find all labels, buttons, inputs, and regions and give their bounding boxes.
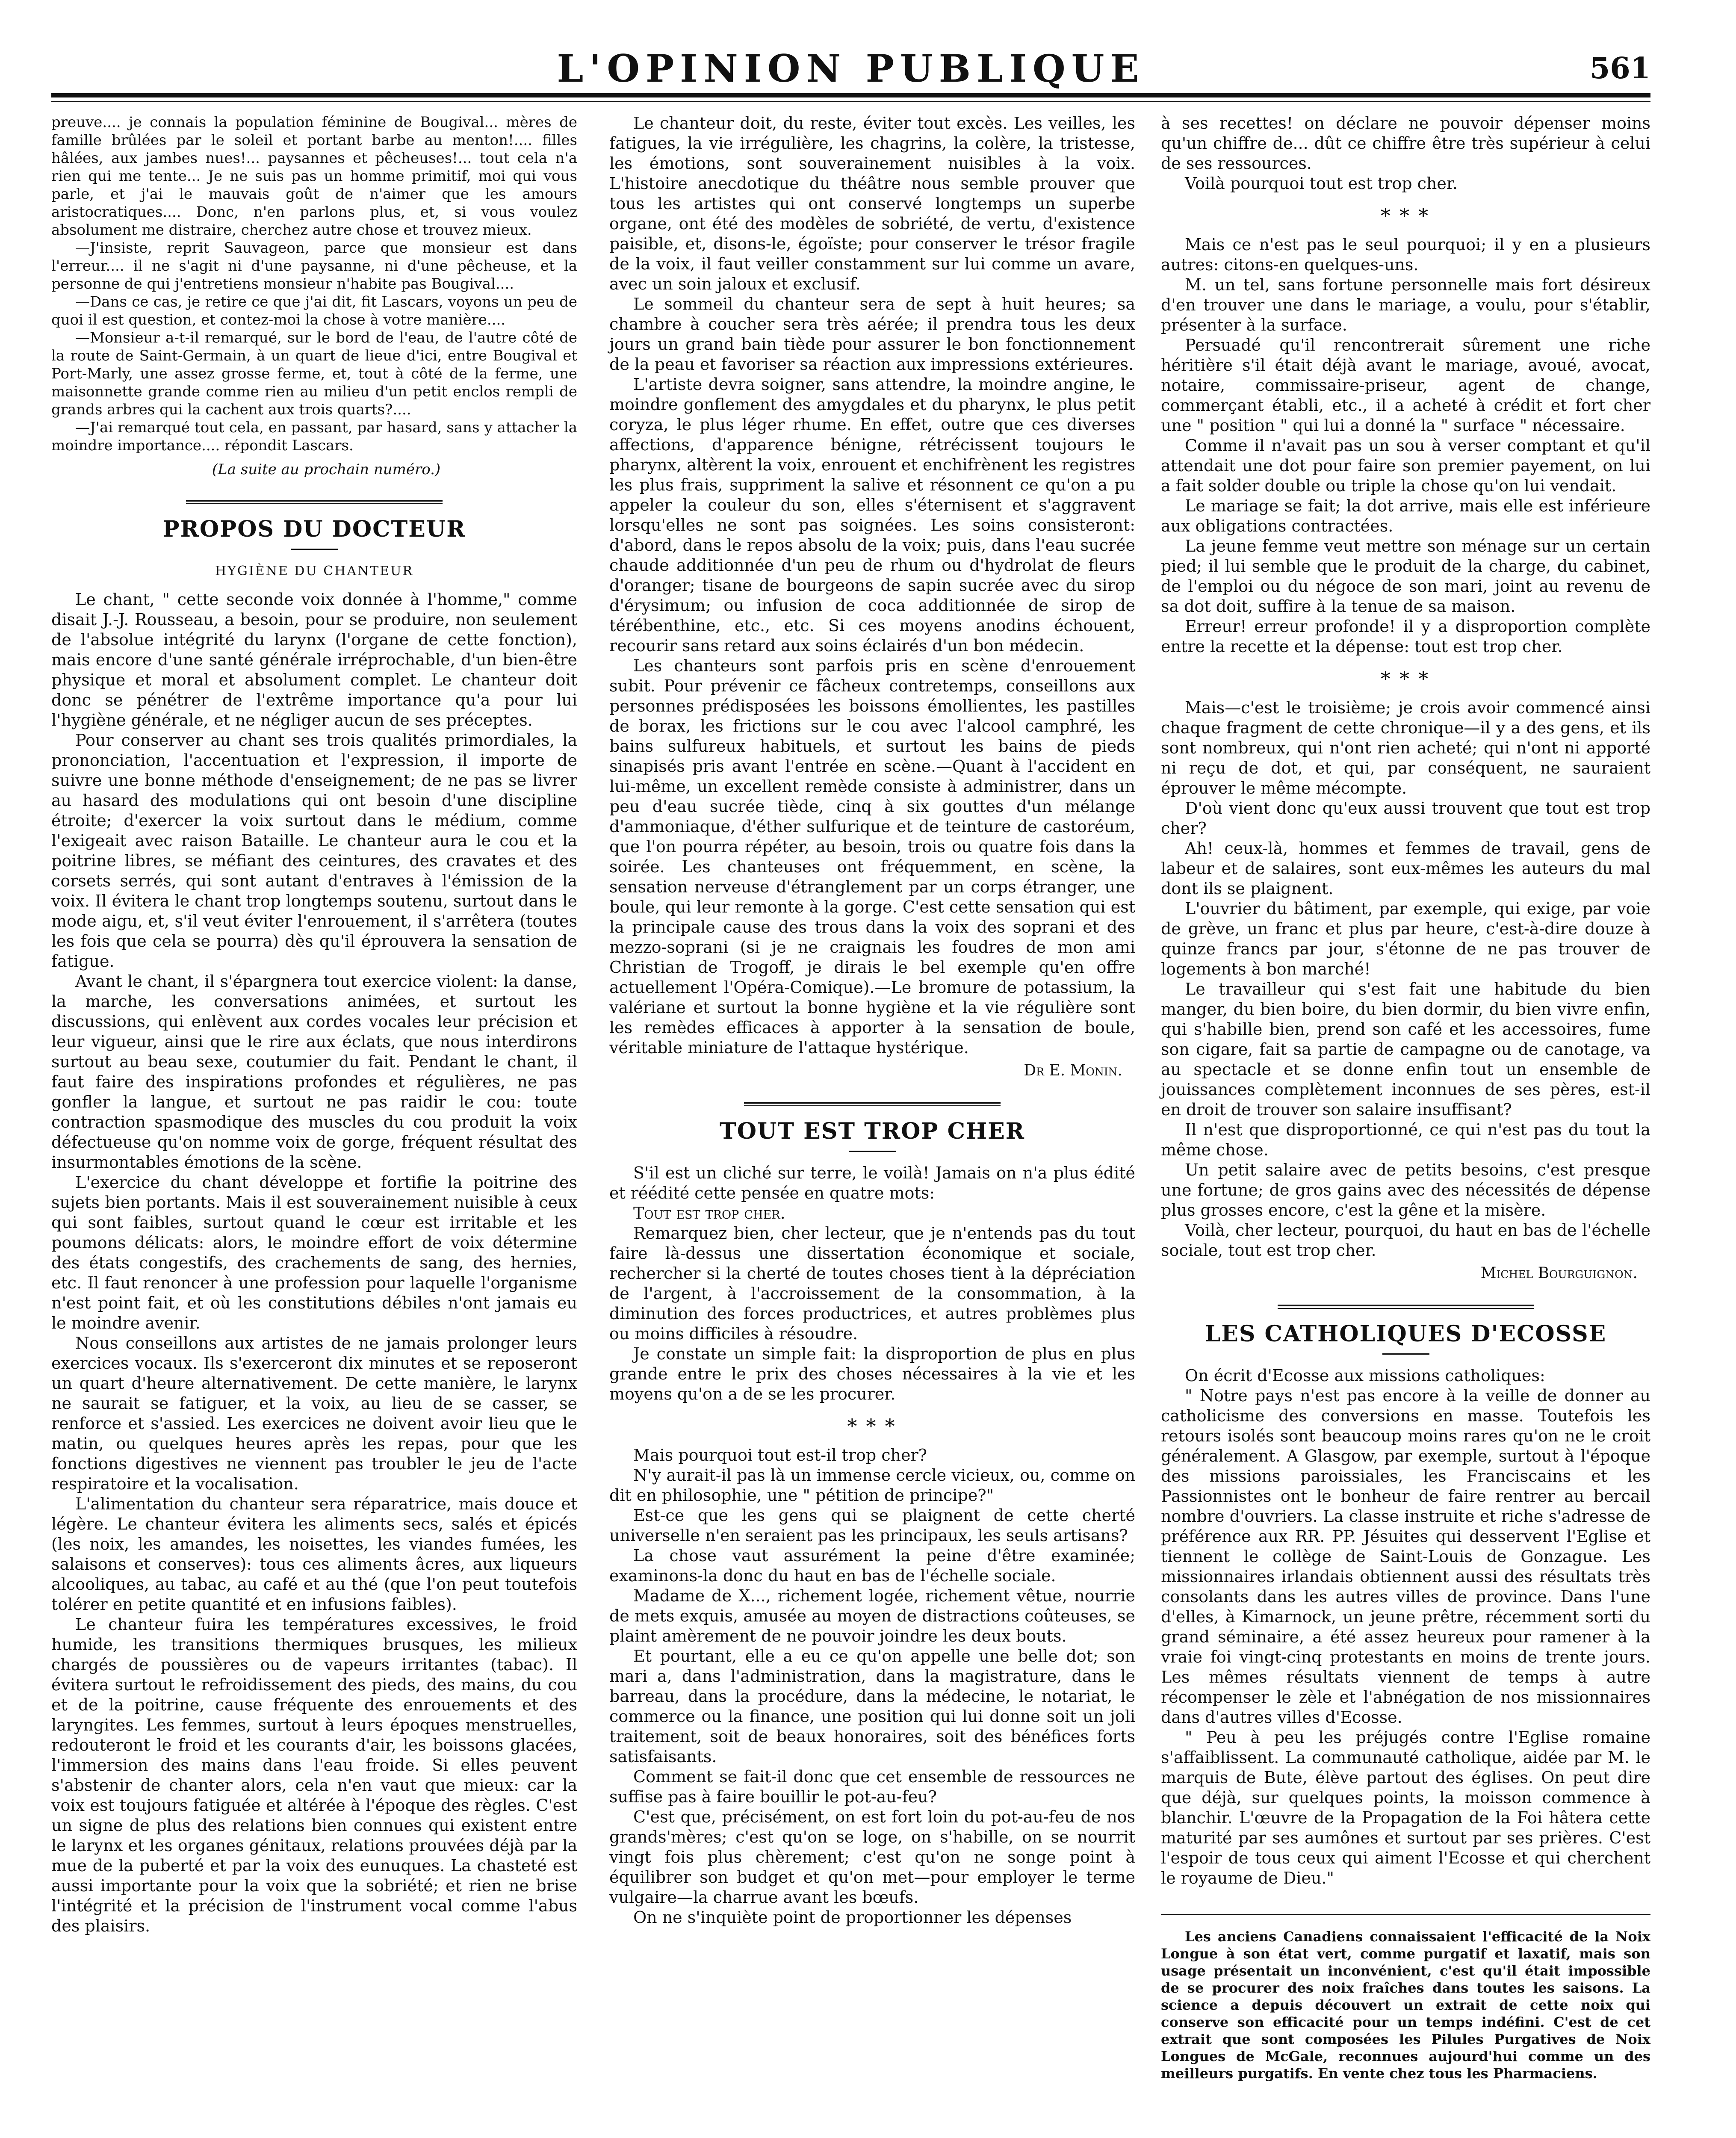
paragraph: Le mariage se fait; la dot arrive, mais elle est inférieure aux obligations contractées. xyxy=(1161,496,1650,535)
paragraph: Mais pourquoi tout est-il trop cher? xyxy=(633,1446,927,1465)
asterism: * * * xyxy=(1380,204,1431,227)
paragraph: Un petit salaire avec de petits besoins, c'est presque une fortune; de gros gains avec des nécessités de dépense plus grosses encore, c'est la gêne et la misère. xyxy=(1161,1161,1650,1220)
advertisement-noix-longue xyxy=(1161,1914,1650,2082)
paragraph: Madame de X..., richement logée, richement vêtue, nourrie de mets exquis, amusée au moyen de distractions coûteuses, se plaint amèrement de ne pouvoir joindre les deux bouts. xyxy=(609,1586,1135,1645)
paragraph: L'alimentation du chanteur sera réparatrice, mais douce et légère. Le chanteur évitera les aliments secs, salés et épicés (les noix, les amandes, les noisettes, les viandes fumées, les salaisons et conserves): tous ces aliments âcres, aux liqueurs alcooliques, au tabac, au café et au thé (que l'on peut toutefois tolérer en petite quantité et en infusions faibles). xyxy=(51,1494,577,1614)
paragraph: —J'insiste, reprit Sauvageon, parce que monsieur est dans l'erreur.... il ne s'agit ni d'une paysanne, ni d'une pêcheuse, et la personne de qui j'entretiens monsieur n'habite pas Bougival.... xyxy=(51,239,577,292)
paragraph: " Peu à peu les préjugés contre l'Eglise romaine s'affaiblissent. La communauté catholique, aidée par M. le marquis de Bute, élève partout des églises. On peut dire que déjà, sur quelques points, la moisson commence à blanchir. L'œuvre de la Propagation de la Foi hâtera cette maturité par ses aumônes et surtout par ses prières. C'est l'espoir de tous ceux qui aiment l'Ecosse et qui cherchent le royaume de Dieu." xyxy=(1161,1728,1650,1887)
paragraph: Il n'est que disproportionné, ce qui n'est pas du tout la même chose. xyxy=(1161,1120,1650,1159)
signature-bourguignon: Michel Bourguignon. xyxy=(1480,1264,1638,1282)
paragraph: C'est que, précisément, on est fort loin du pot-au-feu de nos grands'mères; c'est qu'on se loge, on s'habille, on se nourrit vingt fois plus chèrement; c'est qu'on ne songe point à équilibrer son budget et qu'on met—pour employer le terme vulgaire—la charrue avant les bœufs. xyxy=(609,1807,1135,1907)
column-1 xyxy=(51,113,577,1936)
paragraph: S'il est un cliché sur terre, le voilà! Jamais on n'a plus édité et réédité cette pensée en quatre mots: xyxy=(609,1163,1135,1202)
paragraph: Avant le chant, il s'épargnera tout exercice violent: la danse, la marche, les conversations animées, et surtout les discussions, qui enlèvent aux cordes vocales leur précision et leur vigueur, ainsi que le rire aux éclats, que nous interdirons surtout au beau sexe, coutumier du fait. Pendant le chant, il faut faire des inspirations profondes et régulières, ne pas gonfler la langue, et surtout ne pas raidir le cou: toute contraction spasmodique des muscles du cou produit la voix défectueuse qu'on nomme voix de gorge, fréquent résultat des insurmontables émotions de la scène. xyxy=(51,972,577,1172)
section-title-tout-est-trop-cher: TOUT EST TROP CHER xyxy=(720,1118,1025,1144)
paragraph: Remarquez bien, cher lecteur, que je n'entends pas du tout faire là-dessus une dissertation économique et sociale, rechercher si la cherté de toutes choses tient à la dépréciation de l'argent, à l'accroissement de la consommation, à la diminution des forces productrices, et autres problèmes plus ou moins difficiles à résoudre. xyxy=(609,1224,1135,1343)
paragraph: Le travailleur qui s'est fait une habitude du bien manger, du bien boire, du bien dormir, du bien vivre enfin, qui s'habille bien, prend son café et les accessoires, fume son cigare, fait sa partie de campagne ou de canotage, va au spectacle et se donne enfin tout un ensemble de jouissances complètement inconnues de ses pères, est-il en droit de trouver son salaire insuffisant? xyxy=(1161,980,1650,1119)
paragraph: Mais ce n'est pas le seul pourquoi; il y en a plusieurs autres: citons-en quelques-uns. xyxy=(1161,235,1650,274)
section-subtitle: HYGIÈNE DU CHANTEUR xyxy=(215,564,414,579)
paragraph: On écrit d'Ecosse aux missions catholiques: xyxy=(1185,1366,1545,1385)
short-rule xyxy=(1382,1353,1429,1355)
paragraph: à ses recettes! on déclare ne pouvoir dépenser moins qu'un chiffre de... dût ce chiffre être très supérieur à celui de ses ressources. xyxy=(1161,114,1650,173)
section-divider xyxy=(1278,1305,1534,1309)
section-divider xyxy=(186,500,443,504)
paragraph: Pour conserver au chant ses trois qualités primordiales, la prononciation, l'accentuation et l'expression, il importe de suivre une bonne méthode d'enseignement; de ne pas se livrer au hasard des modulations qui ont besoin d'une discipline étroite; d'exercer la voix surtout dans le médium, comme l'exigeait avec raison Bataille. Le chanteur aura le cou et la poitrine libres, se méfiant des ceintures, des cravates et des corsets serrés, qui sont autant d'entraves à l'émission de la voix. Il évitera le chant trop longtemps soutenu, surtout dans le mode aigu, et, s'il veut éviter l'enrouement, il s'arrêtera (toutes les fois que cela se pourra) dès qu'il éprouvera la sensation de fatigue. xyxy=(51,731,577,971)
paragraph: Je constate un simple fait: la disproportion de plus en plus grande entre le prix des choses nécessaires à la vie et les moyens qu'on a de se les procurer. xyxy=(609,1344,1135,1403)
paragraph: —Monsieur a-t-il remarqué, sur le bord de l'eau, de l'autre côté de la route de Saint-Germain, à un quart de lieue d'ici, entre Bougival et Port-Marly, une assez grosse ferme, et, tout à côté de la ferme, une maisonnette grande comme rien au milieu d'un petit enclos rempli de grands arbres qui la cachent aux trois quarts?.... xyxy=(51,329,577,418)
short-rule xyxy=(291,549,338,550)
to-be-continued: (La suite au prochain numéro.) xyxy=(212,461,441,478)
advertisement-text: Les anciens Canadiens connaissaient l'efficacité de la Noix Longue à son état vert, comme purgatif et laxatif, mais son usage présentait un inconvénient, c'est qu'il était impossible de se procurer des noix fraîches dans toutes les saisons. La science a depuis découvert un extrait de cette noix qui conserve son efficacité pour un temps indéfini. C'est de cet extrait que sont composées les Pilules Purgatives de Noix Longues de McGale, reconnues aujourd'hui comme un des meilleurs purgatifs. En vente chez tous les Pharmaciens. xyxy=(1161,1928,1650,2082)
paragraph: L'artiste devra soigner, sans attendre, la moindre angine, le moindre gonflement des amygdales et du pharynx, le plus petit coryza, le plus léger rhume. En effet, outre que ces diverses affections, d'apparence bénigne, rétrécissent toujours le pharynx, altèrent la voix, enrouent et enchifrènent les registres les plus frais, suppriment la salive et résonnent ce qu'on a pu appeler la couleur du son, elles s'éternisent et s'aggravent lorsqu'elles ne sont pas soignées. Les soins consisteront: d'abord, dans le repos absolu de la voix; puis, dans l'eau sucrée chaude additionnée d'un peu de rhum ou d'hydrolat de fleurs d'oranger; tisane de bourgeons de sapin sucrée avec du sirop d'érysimum; ou infusion de coca additionnée de sirop de térébenthine, etc., etc. Si ces moyens anodins échouent, recourir sans retard aux soins éclairés d'un bon médecin. xyxy=(609,375,1135,655)
header-rule-thin xyxy=(51,101,1650,102)
masthead xyxy=(51,45,1650,92)
paragraph: —Dans ce cas, je retire ce que j'ai dit, fit Lascars, voyons un peu de quoi il est question, et contez-moi la chose à votre manière.... xyxy=(51,293,577,328)
column-2 xyxy=(609,113,1135,1928)
paragraph: N'y aurait-il pas là un immense cercle vicieux, ou, comme on dit en philosophie, une " pétition de principe?" xyxy=(609,1466,1135,1505)
paragraph: L'exercice du chant développe et fortifie la poitrine des sujets bien portants. Mais il est souverainement nuisible à ceux qui sont faibles, surtout quand le cœur est irritable et les poumons délicats: alors, le moindre effort de voix détermine des états congestifs, des crachements de sang, des hernies, etc. Il faut renoncer à une profession pour laquelle l'organisme n'est point fait, et où les constitutions débiles n'ont jamais eu le moindre avenir. xyxy=(51,1173,577,1332)
asterism: * * * xyxy=(847,1415,898,1438)
paragraph: Comme il n'avait pas un sou à verser comptant et qu'il attendait une dot pour faire son premier payement, on lui a fait solder double ou triple la chose qu'on lui vendait. xyxy=(1161,436,1650,495)
short-rule xyxy=(849,1151,896,1152)
section-divider xyxy=(744,1102,1001,1106)
serial-continuation xyxy=(51,113,577,478)
paragraph: L'ouvrier du bâtiment, par exemple, qui exige, par voie de grève, un franc et plus par heure, c'est-à-dire douze à quinze francs par jour, s'étonne de ne pas trouver de logements à bon marché! xyxy=(1161,899,1650,978)
section-title-propos-du-docteur: PROPOS DU DOCTEUR xyxy=(162,516,466,542)
paragraph: Les chanteurs sont parfois pris en scène d'enrouement subit. Pour prévenir ce fâcheux contretemps, conseillons aux personnes prédisposées les boissons émollientes, les pastilles de borax, les frictions sur le cou avec l'alcool camphré, les bains sulfureux habituels, et surtout les bains de pieds sinapisés pris avant l'entrée en scène.—Quant à l'accident en lui-même, un excellent remède consiste à administrer, dans un peu d'eau sucrée tiède, cinq à six gouttes d'un mélange d'ammoniaque, d'éther sulfurique et de teinture de castoréum, que l'on pourra répéter, au besoin, trois ou quatre fois dans la soirée. Les chanteuses ont fréquemment, en scène, la sensation nerveuse d'étranglement par un corps étranger, une boule, qui leur remonte à la gorge. C'est cette sensation qui est la principale cause des trous dans la voix des soprani et des mezzo-soprani (si je ne craignais les foudres de mon ami Christian de Trogoff, je dirais le bel exemple qu'en offre actuellement l'Opéra-Comique).—Le bromure de potassium, la valériane et surtout la bonne hygiène et la vie régulière sont les remèdes efficaces à apporter à la sensation de boule, véritable miniature de l'attaque hystérique. xyxy=(609,656,1135,1057)
paragraph: D'où vient donc qu'eux aussi trouvent que tout est trop cher? xyxy=(1161,799,1650,838)
header-rule xyxy=(51,93,1650,97)
paragraph: Le chanteur doit, du reste, éviter tout excès. Les veilles, les fatigues, la vie irrégulière, les chagrins, la colère, la tristesse, les émotions, sont souverainement nuisibles à la voix. L'histoire anecdotique du théâtre nous semble prouver que tous les artistes qui ont conservé longtemps un superbe organe, ont été des modèles de sobriété, de vertu, d'existence paisible, et, disons-le, égoïste; pour conserver le trésor fragile de la voix, il faut veiller constamment sur lui comme un avare, avec un soin jaloux et exclusif. xyxy=(609,114,1135,293)
paragraph: Comment se fait-il donc que cet ensemble de ressources ne suffise pas à faire bouillir le pot-au-feu? xyxy=(609,1767,1135,1806)
column-3 xyxy=(1161,113,1650,2082)
paragraph: La jeune femme veut mettre son ménage sur un certain pied; il lui semble que le produit de la charge, du cabinet, de l'emploi ou du négoce de son mari, joint au revenu de sa dot doit, suffire à la tenue de sa maison. xyxy=(1161,537,1650,616)
paragraph: Le chant, " cette seconde voix donnée à l'homme," comme disait J.-J. Rousseau, a besoin, pour se produire, non seulement de l'absolue intégrité du larynx (l'organe de cette fonction), mais encore d'une santé générale irréprochable, d'un bien-être physique et moral et absolument complet. Le chanteur doit donc se pénétrer de l'extrême importance qu'a pour lui l'hygiène générale, et ne négliger aucun de ses préceptes. xyxy=(51,590,577,729)
page-number: 561 xyxy=(1590,51,1650,86)
section-title-catholiques-ecosse: LES CATHOLIQUES D'ECOSSE xyxy=(1205,1321,1607,1347)
paragraph: La chose vaut assurément la peine d'être examinée; examinons-la donc du haut en bas de l'échelle sociale. xyxy=(609,1546,1135,1585)
paragraph: —J'ai remarqué tout cela, en passant, par hasard, sans y attacher la moindre importance.... répondit Lascars. xyxy=(51,419,577,454)
paragraph: " Notre pays n'est pas encore à la veille de donner au catholicisme des conversions en masse. Toutefois les retours isolés sont beaucoup moins rares qu'on ne le croit généralement. A Glasgow, par exemple, surtout à l'époque des missions paroissiales, les Franciscains et les Passionnistes ont le bonheur de faire rentrer au bercail nombre d'ouvriers. La classe instruite et riche s'adresse de préférence aux RR. PP. Jésuites qui desservent l'Eglise et tiennent le collège de Saint-Louis de Gonzague. Les missionnaires irlandais obtiennent aussi des résultats très consolants dans les autres villes de province. Dans l'une d'elles, à Kimarnock, un jeune prêtre, récemment sorti du grand séminaire, a été assez heureux pour ramener à la vraie foi vingt-cinq protestants en moins de trente jours. Les mêmes résultats viennent de temps à autre récompenser le zèle et l'abnégation de nos missionnaires dans d'autres villes d'Ecosse. xyxy=(1161,1386,1650,1727)
paragraph: Le chanteur fuira les températures excessives, le froid humide, les transitions thermiques brusques, les milieux chargés de poussières ou de vapeurs irritantes (tabac). Il évitera surtout le refroidissement des pieds, des mains, du cou et de la poitrine, cause fréquente des enrouements et des laryngites. Les femmes, surtout à leurs époques menstruelles, redouteront le froid et les courants d'air, les boissons glacées, l'immersion des mains dans l'eau froide. Si elles peuvent s'abstenir de chanter alors, cela n'en vaut que mieux: car la voix est toujours fatiguée et altérée à l'époque des règles. C'est un signe de plus des relations bien connues qui existent entre le larynx et les organes génitaux, relations prouvées déjà par la mue de la puberté et par la voix des eunuques. La chasteté est aussi importante pour la voix que la sobriété; et rien ne brise l'intégrité et la précision de l'instrument vocal comme l'abus des plaisirs. xyxy=(51,1615,577,1935)
paragraph: Voilà, cher lecteur, pourquoi, du haut en bas de l'échelle sociale, tout est trop cher. xyxy=(1161,1221,1650,1260)
paragraph: Tout est trop cher. xyxy=(633,1204,785,1223)
paragraph: Et pourtant, elle a eu ce qu'on appelle une belle dot; son mari a, dans l'administration, dans la magistrature, dans le barreau, dans la procédure, dans la médecine, le notariat, le commerce ou la finance, une position qui lui donne soit un joli traitement, soit de beaux honoraires, soit des bénéfices forts satisfaisants. xyxy=(609,1647,1135,1766)
paragraph: Erreur! erreur profonde! il y a disproportion complète entre la recette et la dépense: tout est trop cher. xyxy=(1161,617,1650,656)
paragraph: Ah! ceux-là, hommes et femmes de travail, gens de labeur et de salaires, sont eux-mêmes les auteurs du mal dont ils se plaignent. xyxy=(1161,839,1650,898)
paragraph: Voilà pourquoi tout est trop cher. xyxy=(1185,174,1458,193)
paragraph: On ne s'inquiète point de proportionner les dépenses xyxy=(633,1908,1072,1927)
paragraph: Mais—c'est le troisième; je crois avoir commencé ainsi chaque fragment de cette chronique—il y a des gens, et ils sont nombreux, qui n'ont rien acheté; qui n'ont ni apporté ni reçu de dot, et qui, par conséquent, ne sauraient éprouver le même mécompte. xyxy=(1161,698,1650,797)
paragraph: Le sommeil du chanteur sera de sept à huit heures; sa chambre à coucher sera très aérée; il prendra tous les deux jours un grand bain tiède pour assurer le bon fonctionnement de la peau et favoriser sa réaction aux impressions extérieures. xyxy=(609,295,1135,374)
paragraph: Nous conseillons aux artistes de ne jamais prolonger leurs exercices vocaux. Ils s'exerceront dix minutes et se reposeront un quart d'heure alternativement. De cette manière, le larynx ne saurait se fatiguer, et la voix, au lieu de se casser, se renforce et s'assied. Les exercices ne doivent avoir lieu que le matin, ou quelques heures après les repas, pour que les fonctions digestives ne viennent pas troubler le jeu de l'acte respiratoire et la vocalisation. xyxy=(51,1334,577,1493)
signature-monin: Dr E. Monin. xyxy=(1024,1062,1122,1079)
paragraph: preuve.... je connais la population féminine de Bougival... mères de famille brûlées par le soleil et portant barbe au menton!.... filles hâlées, aux jambes nues!... paysannes et pêcheuses!... tout cela n'a rien qui me tente... Je ne suis pas un homme primitif, moi qui vous parle, et j'ai le mauvais goût de n'aimer que les amours aristocratiques.... Donc, n'en parlons plus, et, si vous voulez absolument me distraire, cherchez autre chose et trouvez mieux. xyxy=(51,114,577,239)
asterism: * * * xyxy=(1380,667,1431,690)
paragraph: Persuadé qu'il rencontrerait sûrement une riche héritière s'il était déjà avant le mariage, avoué, avocat, notaire, commissaire-priseur, agent de change, commerçant établi, etc., il a acheté à crédit et fort cher une " position " qui lui a donné la " surface " nécessaire. xyxy=(1161,336,1650,435)
newspaper-title: L'OPINION PUBLIQUE xyxy=(557,46,1145,91)
paragraph: Est-ce que les gens qui se plaignent de cette cherté universelle n'en seraient pas les principaux, les seuls artisans? xyxy=(609,1506,1135,1545)
paragraph: M. un tel, sans fortune personnelle mais fort désireux d'en trouver une dans le mariage, a voulu, pour s'établir, présenter à la surface. xyxy=(1161,275,1650,334)
